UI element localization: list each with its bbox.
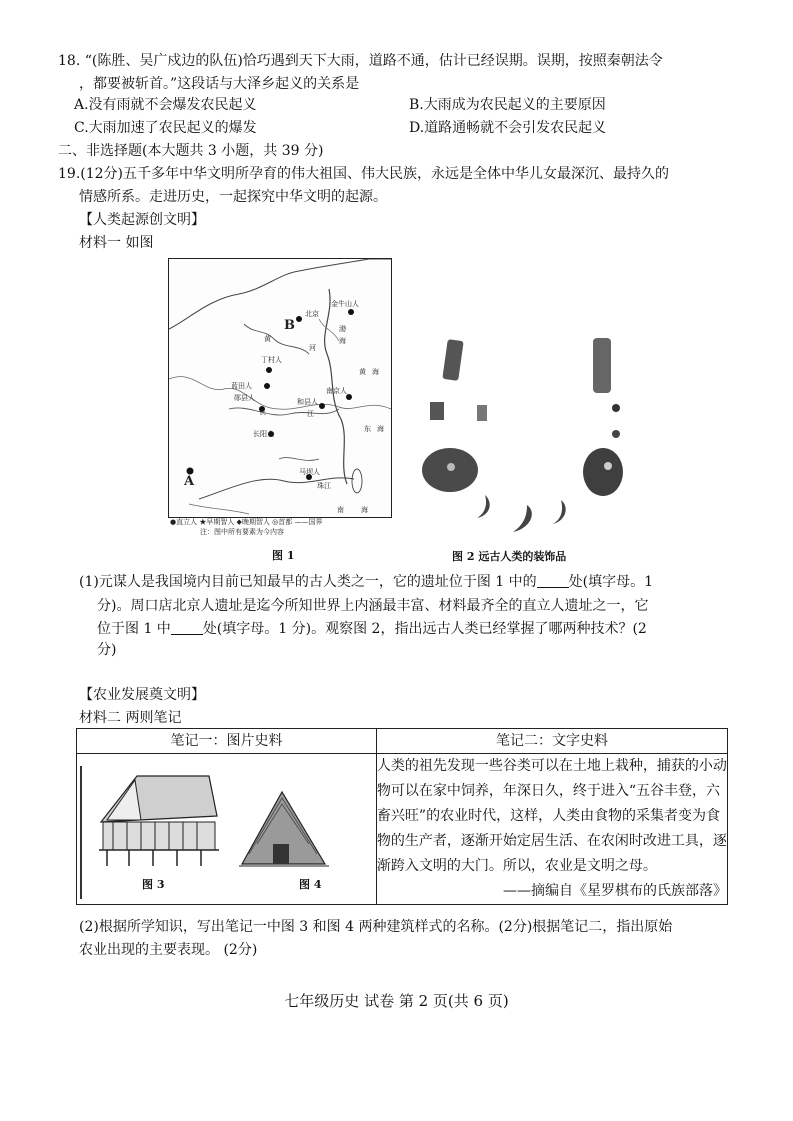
map-label-hexian: 和县人 — [297, 398, 318, 406]
section2-title: 二、非选择题(本大题共 3 小题，共 39 分) — [58, 143, 324, 159]
ornaments-figure — [415, 330, 655, 540]
material1-label: 材料一 如图 — [79, 235, 154, 251]
map-label-dingcun: 丁村人 — [261, 356, 282, 364]
q19-2-line2: 农业出现的主要表现。 (2分) — [79, 942, 258, 958]
q18-option-a: A.没有雨就不会爆发农民起义 — [74, 97, 257, 113]
map-label-chang: 长 — [259, 408, 266, 416]
part1-title: 【人类起源创文明】 — [79, 212, 205, 228]
map-label-yunxian: 郧县人 — [234, 394, 255, 402]
map-label-huanghai-1: 黄 — [359, 368, 366, 376]
material2-label: 材料二 两则笔记 — [79, 710, 182, 726]
notes-table — [76, 728, 728, 905]
map-label-he: 河 — [309, 344, 316, 352]
map-label-bo-hai: 海 — [339, 337, 346, 345]
q18-line1: 18. “(陈胜、吴广戍边的队伍)恰巧遇到天下大雨，道路不通，估计已经误期。误期，按照秦朝法令 — [58, 53, 663, 69]
q19-1-line2: 分)。周口店北京人遗址是迄今所知世界上内涵最丰富、材料最齐全的直立人遗址之一，它 — [97, 598, 649, 614]
map-label-nanjing: 南京人 — [326, 387, 347, 395]
note1-images — [77, 754, 377, 905]
map-label-nan: 南 — [337, 506, 344, 514]
map-label-lantian: 蓝田人 — [231, 382, 252, 390]
map-label-donghai-2: 海 — [377, 425, 384, 433]
map-label-jinniushan: 金牛山人 — [331, 300, 359, 308]
note2-header: 笔记二：文字史料 — [376, 729, 727, 754]
answer-blank-1[interactable] — [537, 573, 569, 588]
figure2-caption: 图 2 远古人类的装饰品 — [452, 550, 567, 563]
map-label-bo: 渤 — [339, 325, 346, 333]
map-label-jiang: 江 — [307, 410, 314, 418]
q19-line2: 情感所系。走进历史，一起探究中华文明的起源。 — [79, 189, 387, 205]
q19-2-line1: (2)根据所学知识，写出笔记一中图 3 和图 4 两种建筑样式的名称。(2分)根据笔记二，指出原始 — [79, 919, 673, 935]
map-label-nan-hai: 海 — [361, 506, 368, 514]
map-label-donghai-1: 东 — [364, 425, 371, 433]
figure1-caption: 图 1 — [272, 549, 295, 562]
map-label-changyang: 长阳人 — [253, 430, 274, 438]
q18-option-b: B.大雨成为农民起义的主要原因 — [409, 97, 606, 113]
page-footer: 七年级历史 试卷 第 2 页(共 6 页) — [284, 992, 509, 1010]
q19-1-line1: (1)元谋人是我国境内目前已知最早的古人类之一，它的遗址位于图 1 中的 处(填字母。1 — [79, 574, 654, 590]
ornaments-svg — [415, 330, 655, 540]
answer-blank-2[interactable] — [171, 620, 203, 635]
q19-1-line3: 位于图 1 中 处(填字母。1 分)。观察图 2，指出远古人类已经掌握了哪两种技术？(2 — [97, 621, 647, 637]
china-map-figure — [168, 258, 392, 518]
part2-title: 【农业发展奠文明】 — [79, 687, 205, 703]
map-label-b: B — [284, 318, 295, 333]
map-label-a: A — [184, 474, 195, 489]
map-label-huang: 黄 — [264, 335, 271, 343]
map-label-huanghai-2: 海 — [372, 368, 379, 376]
q19-1-line4: 分) — [97, 642, 117, 658]
map-legend: ●直立人 ★早期智人 ◆晚期智人 ◎首都 ——国界 — [170, 518, 323, 526]
houses-svg — [77, 754, 369, 904]
note1-header: 笔记一：图片史料 — [77, 729, 377, 754]
map-label-beijing: 北京 — [305, 310, 319, 318]
note2-text: 人类的祖先发现一些谷类可以在土地上栽种，捕获的小动物可以在家中饲养，年深日久，终于进入“五谷丰登，六畜兴旺”的农业时代，这样，人类由食物的采集者变为食物的生产者，逐渐开始定居生活、在农闲时改进工具，逐渐跨入文明的大门。所以，农业是文明之母。 — [376, 758, 727, 874]
q18-option-c: C.大雨加速了农民起义的爆发 — [74, 120, 257, 136]
note2-content — [376, 754, 727, 905]
map-legend-note: 注：图中所有要素为今内容 — [200, 528, 284, 536]
q18-option-d: D.道路通畅就不会引发农民起义 — [409, 120, 607, 136]
map-label-zhujiang: 珠江 — [317, 482, 331, 490]
map-svg — [169, 259, 391, 517]
q19-line1: 19.(12分)五千多年中华文明所孕育的伟大祖国、伟大民族，永远是全体中华儿女最深沉、最持久的 — [58, 166, 670, 182]
map-label-maba: 马坝人 — [299, 468, 320, 476]
figure4-caption: 图 4 — [299, 878, 322, 891]
note2-source: ——摘编自《星罗棋布的氏族部落》 — [503, 883, 727, 899]
q18-line2: ，都要被斩首。”这段话与大泽乡起义的关系是 — [79, 76, 360, 92]
figure3-caption: 图 3 — [142, 878, 165, 891]
